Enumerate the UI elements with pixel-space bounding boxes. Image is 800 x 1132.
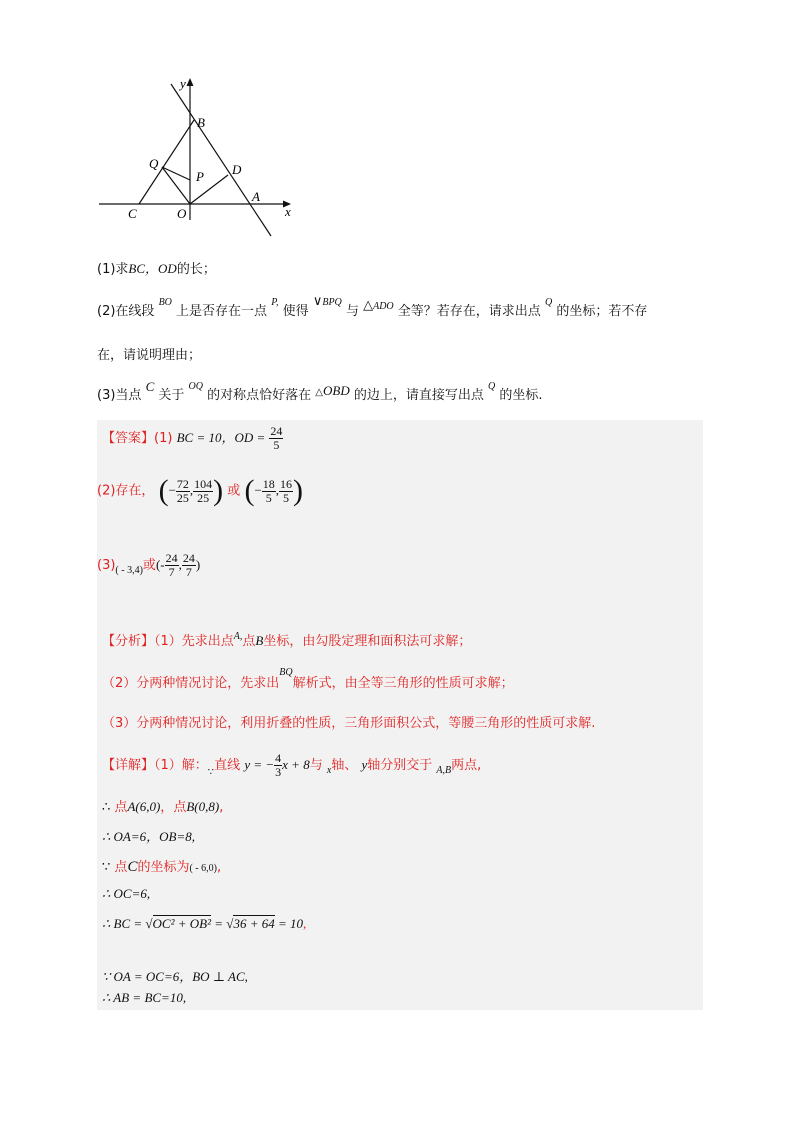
q3-tri: △OBD (315, 383, 350, 398)
q3-oq: OQ (188, 381, 203, 392)
answer-2-frac-1: $\frac{72}{25}$ (176, 476, 189, 505)
answer-1-prefix: (1) (154, 431, 173, 446)
analysis-line-1: 【分析】（1）先求出点$^{A,}$点B坐标，由勾股定理和面积法可求解； (102, 631, 472, 649)
label-x: x (285, 204, 291, 219)
answer-1-math: BC = 10，OD = (176, 430, 266, 445)
answer-3-frac-2: $\frac{24}{7}$ (182, 551, 195, 579)
q2-t5: 的坐标；若不存 (556, 304, 648, 319)
q2-t3: 与 (345, 304, 359, 319)
detail-tag: 【详解】 (102, 758, 155, 773)
answer-3-prefix: (3) (97, 558, 116, 573)
analysis-tag: 【分析】 (102, 634, 155, 649)
detail-line-7: ∵ OA = OC=6，BO ⊥ AC, (102, 969, 248, 984)
q2-tri1: ∨BPQ (312, 293, 342, 308)
question-3 (97, 379, 543, 403)
label-q: Q (149, 156, 159, 171)
analysis-line-2: （2）分两种情况讨论，先求出$^{BQ}$解析式，由全等三角形的性质可求解； (102, 667, 514, 691)
label-d: D (232, 162, 242, 177)
q3-t4: 的坐标. (499, 388, 543, 403)
answer-3-point-1: ( - 3,4) (115, 565, 143, 576)
label-c: C (128, 206, 137, 221)
q2-seg: BO (158, 297, 172, 308)
answer-3-or: 或 (142, 558, 156, 573)
segment-qo (162, 167, 190, 204)
q2-t1: 上是否存在一点 (176, 304, 268, 319)
y-axis-arrow (187, 78, 194, 86)
answer-3: $(3)_{( - 3,4)}$或(- $\frac{24}{7}$ , $\frac{24}{7}$ ) (97, 551, 201, 579)
analysis-line-3: （3）分两种情况讨论，利用折叠的性质，三角形面积公式，等腰三角形的性质可求解. (102, 716, 596, 731)
q2-prefix: (2)在线段 (97, 304, 155, 319)
question-2-line-1 (97, 293, 648, 319)
detail-line-6: ∴ BC = √OC² + OB² = √36 + 64 = 10, (102, 916, 307, 931)
q3-t3: 的边上，请直接写出点 (353, 388, 484, 403)
q1-suffix: 的长； (176, 262, 216, 277)
answer-2-frac-3: $\frac{18}{5}$ (262, 476, 275, 505)
detail-line-2: ∴ 点A(6,0)，点B(0,8), (102, 799, 224, 815)
q2-t4: 全等？若存在，请求出点 (397, 304, 541, 319)
q2-q: Q (544, 297, 553, 308)
detail-line-4: ∵ 点C的坐标为( - 6,0), (102, 859, 222, 875)
detail-line-3: ∴ OA=6，OB=8, (102, 829, 195, 844)
q1-math: BC，OD (128, 261, 177, 276)
label-b: B (197, 115, 205, 130)
answer-2-or: 或 (227, 483, 241, 499)
answer-3-frac-1: $\frac{24}{7}$ (165, 551, 178, 579)
answer-2-frac-4: $\frac{16}{5}$ (280, 476, 293, 505)
answer-2: (2)存在， (− $\frac{72}{25}$ , $\frac{104}{25}$ ) 或 (− $\frac{18}{5}$ , $\frac{16}{5}$ ) (97, 474, 304, 507)
answer-2-frac-2: $\frac{104}{25}$ (194, 476, 213, 505)
geometry-figure (95, 70, 305, 240)
q2-t2: 使得 (282, 304, 309, 319)
answer-2-prefix: (2)存在， (97, 483, 155, 499)
q3-prefix: (3)当点 (97, 388, 142, 403)
q1-prefix: (1)求 (97, 262, 129, 277)
detail-line-1: 【详解】（1）解：$_\because$直线 y = − $\frac{4}{3}$ x + 8与 $_x$轴、 y轴分别交于 $_{A,B}$两点, (102, 751, 482, 779)
q2-tri2: △ADO (363, 297, 394, 312)
label-o: O (177, 206, 187, 221)
answer-1-od-fraction: $\frac{24}{5}$ (270, 424, 283, 452)
label-p: P (196, 169, 204, 184)
detail-line-5: ∴ OC=6, (102, 886, 151, 901)
answer-1 (102, 425, 283, 452)
q3-t2: 的对称点恰好落在 (207, 388, 312, 403)
label-a: A (252, 189, 260, 204)
answer-tag: 【答案】 (102, 431, 155, 446)
question-2-line-2: 在，请说明理由； (97, 348, 202, 363)
segment-cb (139, 120, 194, 204)
q2-p: P, (271, 297, 279, 308)
question-1 (97, 258, 216, 277)
label-y: y (180, 76, 186, 91)
q3-q: Q (488, 381, 496, 392)
q3-t1: 关于 (158, 388, 185, 403)
q3-c: C (145, 379, 155, 394)
detail-line-8: ∴ AB = BC=10, (102, 990, 187, 1005)
